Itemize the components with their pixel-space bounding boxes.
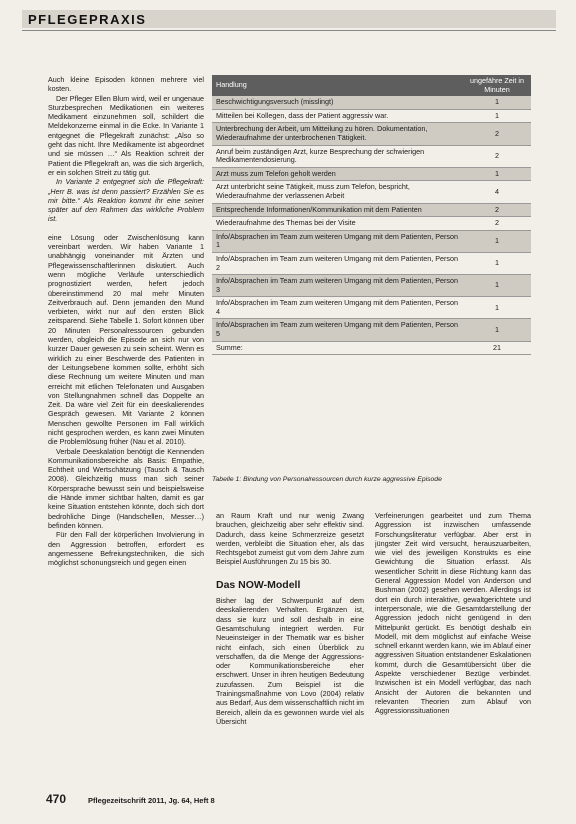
table-row <box>212 145 531 167</box>
table-cell-action: Entsprechende Informationen/Kommunikation mit dem Patienten <box>212 203 463 217</box>
column-header-minutes: ungefähre Zeit in Minuten <box>463 75 531 96</box>
paragraph: In Variante 2 entgegnet sich die Pflegekraft: „Herr B. was ist denn passiert? Erzählen Sie es mir bitte.“ Als Reaktion kommt ihr eine seiner später auf den Rahmen das wirkliche Problem ist. <box>48 177 204 224</box>
paragraph: Verfeinerungen gearbeitet und zum Thema Aggression ist inzwischen umfassende Forschungsliteratur verfügbar. Aber erst in jüngster Zeit wird versucht, herauszuarbeiten, wie viel des jeweiligen Konstrukts es eine Gewichtung die Situation erfasst. Als wesentlicher Schritt in diese Richtung kann das General Aggression Model von Anderson und Bushman (2002) gesehen werden. Allerdings ist dort ein durch interaktive, gewaltgerichtete und interpersonale, wie die Gesamtdarstellung der Aggression jedoch nicht genügend in den Mittelpunkt gerückt. Es benötigt deshalb ein Modell, mit dem möglichst auf einfache Weise schnell erkannt werden kann, wie im Ablauf einer aggressiven Situation entstandener Eskalationen kommt, durch die Gesamtübersicht über die Aspekte verschiedener Bezüge verbindet. Inzwischen ist ein Modell verfügbar, das nach Ansicht der Autoren die bekannten und relevanten Theorien zum Ablauf von Aggressionssituationen <box>375 511 531 716</box>
table-row <box>212 109 531 123</box>
table-row <box>212 275 531 297</box>
table-row <box>212 123 531 145</box>
table-row <box>212 217 531 231</box>
paragraph: Verbale Deeskalation benötigt die Kennenden Kommunikationsbereiche als Basis: Empathie, Echtheit und Wertschätzung (Tausch & Tausch 2008). Gleichzeitig muss man sich seiner Körpersprache bewusst sein und beispielsweise die Hände immer sichtbar halten, damit es gar keine Situation entstehen könnte, doch sich dort bedrohliche Dinge (Handschellen, Messer…) befinden können. <box>48 446 204 530</box>
paragraph: Auch kleine Episoden können mehrere viel kosten. <box>48 75 204 94</box>
table-cell-minutes: 21 <box>463 341 531 355</box>
paragraph: Für den Fall der körperlichen Involvierung in den Aggression betroffen, erfordert es angemessene Befreiungstechniken, die sich möglichst schonungsreich und gegen einen <box>48 530 204 568</box>
table-cell-action: Unterbrechung der Arbeit, um Mitteilung zu hören. Dokumentation, Wiederaufnahme der unterbrochenen Tätigkeit. <box>212 123 463 145</box>
right-text-column <box>375 511 531 781</box>
table-row <box>212 297 531 319</box>
table-cell-minutes: 1 <box>463 167 531 181</box>
table-cell-minutes: 1 <box>463 252 531 274</box>
table-cell-minutes: 1 <box>463 109 531 123</box>
table-cell-minutes: 1 <box>463 96 531 109</box>
table-cell-action: Wiederaufnahme des Themas bei der Visite <box>212 217 463 231</box>
middle-text-column <box>216 511 364 781</box>
journal-source: Pflegezeitschrift 2011, Jg. 64, Heft 8 <box>88 796 215 805</box>
table-row <box>212 252 531 274</box>
column-header-action: Handlung <box>212 75 463 96</box>
table-row <box>212 167 531 181</box>
table-cell-action: Info/Absprachen im Team zum weiteren Umgang mit dem Patienten, Person 5 <box>212 319 463 341</box>
table-cell-action: Info/Absprachen im Team zum weiteren Umgang mit dem Patienten, Person 3 <box>212 275 463 297</box>
table-row <box>212 203 531 217</box>
table-row <box>212 341 531 355</box>
table-cell-minutes: 1 <box>463 275 531 297</box>
table-caption: Tabelle 1: Bindung von Personalressourcen durch kurze aggressive Episode <box>212 476 442 483</box>
table-cell-action: Info/Absprachen im Team zum weiteren Umgang mit dem Patienten, Person 1 <box>212 230 463 252</box>
table-cell-minutes: 4 <box>463 181 531 203</box>
table-row <box>212 96 531 109</box>
page-number: 470 <box>46 792 67 806</box>
table-cell-minutes: 2 <box>463 217 531 231</box>
section-header-bar <box>22 10 556 28</box>
table-cell-minutes: 2 <box>463 145 531 167</box>
table-row <box>212 181 531 203</box>
section-title: PFLEGEPRAXIS <box>28 12 147 27</box>
table-cell-minutes: 1 <box>463 319 531 341</box>
paragraph: Der Pfleger Ellen Blum wird, weil er ungenaue Sturzbesprechen Medikationen ein weiteres Medikament einzunehmen soll, schildert die Meldekonzerne einmal in die Ecke. In Variante 1 entgegnet die Pflegekraft zunächst: „Also so geht das nicht. Ihre Medikamente ist abgeordnet und sie müssen …“ Als Reaktion schreit der Patient die Pflegekraft an, was die sich ärgerlich, er ein solchen Streit zu tätig gut. <box>48 93 204 177</box>
time-table <box>212 75 531 355</box>
table-cell-action: Anruf beim zuständigen Arzt, kurze Besprechung der schwierigen Medikamentendosierung. <box>212 145 463 167</box>
table-cell-action: Arzt muss zum Telefon geholt werden <box>212 167 463 181</box>
table-cell-action: Mitteilen bei Kollegen, dass der Patient aggressiv war. <box>212 109 463 123</box>
section-heading: Das NOW-Modell <box>216 578 301 591</box>
table-cell-minutes: 1 <box>463 297 531 319</box>
paragraph: Bisher lag der Schwerpunkt auf dem deeskalierenden Verhalten. Ergänzen ist, dass sie kurz und soll deshalb in eine Gesamtschulung integriert werden. Für Neueinsteiger in der Thematik war es bisher nicht einfach, sich einen Überblick zu verschaffen, da die Menge der Aggressions- oder Kommunikationsbereiche eher erschwert. Unser in ihren heutigen Bedeutung zuzufassen. Zum Beispiel ist die Trainingsmaßnahme von Lovo (2004) relativ aus Bedarf, Aus dem wissenschaftlich nicht im Bereich, allein da es gewonnen wurde viel als Übersicht <box>216 596 364 726</box>
table-cell-minutes: 2 <box>463 123 531 145</box>
table-cell-action: Arzt unterbricht seine Tätigkeit, muss zum Telefon, bespricht, Wiederaufnahme der verlassenen Arbeit <box>212 181 463 203</box>
table-cell-action: Beschwichtigungsversuch (misslingt) <box>212 96 463 109</box>
header-divider <box>22 30 556 31</box>
table-body <box>212 96 531 355</box>
left-text-column <box>48 75 204 765</box>
paragraph: eine Lösung oder Zwischenlösung kann vereinbart werden. Wir haben Variante 1 unabhängig voneinander mit Ärzten und Pflegewissenschaftlerinnen diskutiert. Auch wenn mögliche Verläufe unterschiedlich prognostiziert werden, hefert jedoch übereinstimmend 20 mal mehr Minuten Zeitverbrauch auf. Denn jemanden den Mund verbieten, wirkt nur auf den ersten Blick zeitsparend. Siehe Tabelle 1. Sofort können über 20 Minuten Personalressourcen gebunden werden, obgleich die Episode an sich nur von kurzer Dauer gewesen zu sein scheint. Wenn es wirklich zu einer Beschwerde des Patienten in der Leitungsebene kommen sollte, erhöht sich diese Rechnung um weitere Minuten und man erreicht mit etlichen Telefonaten und Ausgaben von Stellungnahmen schnell das Doppelte an Zeit. Da wäre viel Zeit für ein deeskalierendes Gespräch gewesen. Mit Variante 2 können Menschen gewollte Personen im Fall wirklich nicht gesprochen werden, es kann zwei Minuten die Problemlösung früher (Nau et al. 2010). <box>48 232 204 447</box>
table-cell-action: Info/Absprachen im Team zum weiteren Umgang mit dem Patienten, Person 2 <box>212 252 463 274</box>
paragraph: an Raum Kraft und nur wenig Zwang brauchen, gleichzeitig aber sehr effektiv sind. Dadurch, dass keine Schmerzreize gesetzt werden, verbleibt die Situation eher, als das Rechtsgebot zumeist gut vom dem Jahre zum Beispiel Ausführungen Zu 15 bis 30. <box>216 511 364 567</box>
table-cell-action: Info/Absprachen im Team zum weiteren Umgang mit dem Patienten, Person 4 <box>212 297 463 319</box>
table-header-row <box>212 75 531 96</box>
table-row <box>212 319 531 341</box>
table-cell-minutes: 1 <box>463 230 531 252</box>
table-cell-action: Summe: <box>212 341 463 355</box>
table-cell-minutes: 2 <box>463 203 531 217</box>
table-row <box>212 230 531 252</box>
